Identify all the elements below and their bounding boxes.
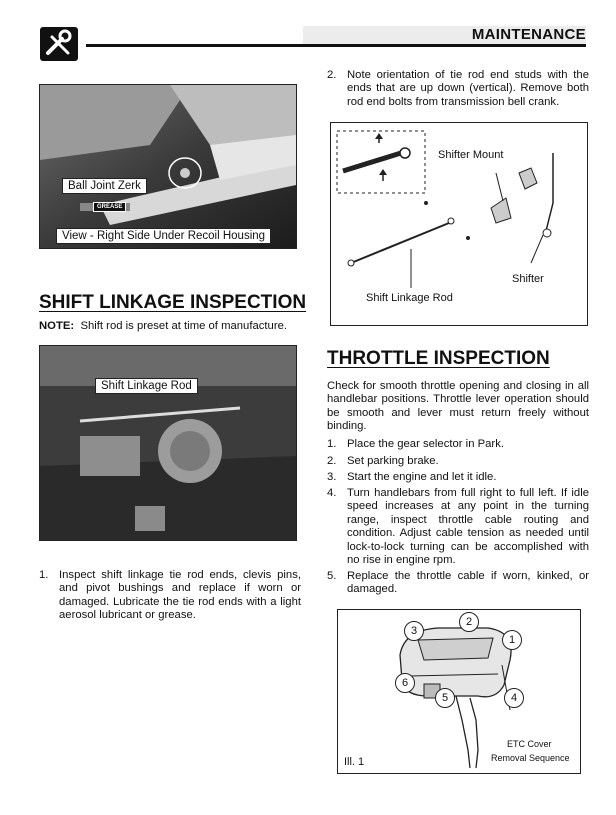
callout-4: 4 [504, 688, 524, 708]
grease-tag [93, 202, 126, 212]
step-text: Turn handlebars from full right to full left. If idle speed increases at any point in the turning range, inspect throttle cable routing and condition. Adjust cable tension as needed until lock-to-lock turning can be accomplished with no rise in engine rpm. [347, 487, 589, 567]
throttle-step-1 [327, 438, 589, 451]
step-number: 5. [327, 570, 337, 582]
etc-cover-illustration [337, 609, 581, 774]
throttle-step-4 [327, 487, 589, 567]
callout-3: 3 [404, 621, 424, 641]
throttle-step-3 [327, 471, 589, 484]
shift-linkage-photo [39, 345, 297, 541]
step-number: 1. [39, 569, 49, 581]
step-number: 3. [327, 471, 337, 483]
throttle-step-5 [327, 570, 589, 597]
shift-step-2 [327, 69, 589, 109]
maintenance-tools-icon [40, 27, 78, 61]
page-title: MAINTENANCE [471, 26, 586, 43]
throttle-heading: THROTTLE INSPECTION [327, 348, 550, 369]
grease-label: GREASE [97, 204, 123, 210]
figure1-caption: View - Right Side Under Recoil Housing [56, 228, 271, 244]
step-number: 4. [327, 487, 337, 499]
ball-joint-photo [39, 84, 297, 249]
shift-step-1 [39, 569, 301, 623]
callout-6: 6 [395, 673, 415, 693]
shifter-label: Shifter [512, 273, 544, 285]
throttle-intro: Check for smooth throttle opening and closing in all handlebar positions. Throttle lever operation should be smooth and lever must return freely without binding. [327, 380, 589, 433]
etc-caption-1: ETC Cover [507, 739, 552, 749]
shifter-mount-label: Shifter Mount [438, 149, 504, 161]
etc-caption-2: Removal Sequence [491, 753, 570, 763]
step-number: 2. [327, 69, 337, 81]
shift-linkage-heading: SHIFT LINKAGE INSPECTION [39, 292, 307, 313]
shift-note [39, 320, 299, 333]
ball-joint-zerk-callout: Ball Joint Zerk [62, 178, 147, 194]
illustration-number: Ill. 1 [344, 756, 365, 768]
step-text: Replace the throttle cable if worn, kinked, or damaged. [347, 570, 589, 596]
step-number: 2. [327, 455, 337, 467]
callout-5: 5 [435, 688, 455, 708]
header-rule [86, 44, 586, 47]
step-text: Place the gear selector in Park. [347, 438, 504, 450]
step-text: Note orientation of tie rod end studs with the ends that are up down (vertical). Remove both rod end bolts from transmission bell crank. [347, 69, 589, 108]
step-text: Set parking brake. [347, 455, 439, 467]
step-text: Inspect shift linkage tie rod ends, clevis pins, and pivot bushings and replace if worn or damaged. Lubricate the tie rod ends with a light aerosol lubricant or grease. [59, 569, 301, 622]
callout-2: 2 [459, 612, 479, 632]
step-number: 1. [327, 438, 337, 450]
note-label: NOTE: [39, 320, 75, 332]
step-text: Start the engine and let it idle. [347, 471, 497, 483]
callout-1: 1 [502, 630, 522, 650]
throttle-step-2 [327, 455, 589, 468]
shift-linkage-rod-callout: Shift Linkage Rod [95, 378, 198, 394]
shift-linkage-rod-label: Shift Linkage Rod [366, 292, 453, 304]
note-text: Shift rod is preset at time of manufacture. [80, 320, 288, 332]
